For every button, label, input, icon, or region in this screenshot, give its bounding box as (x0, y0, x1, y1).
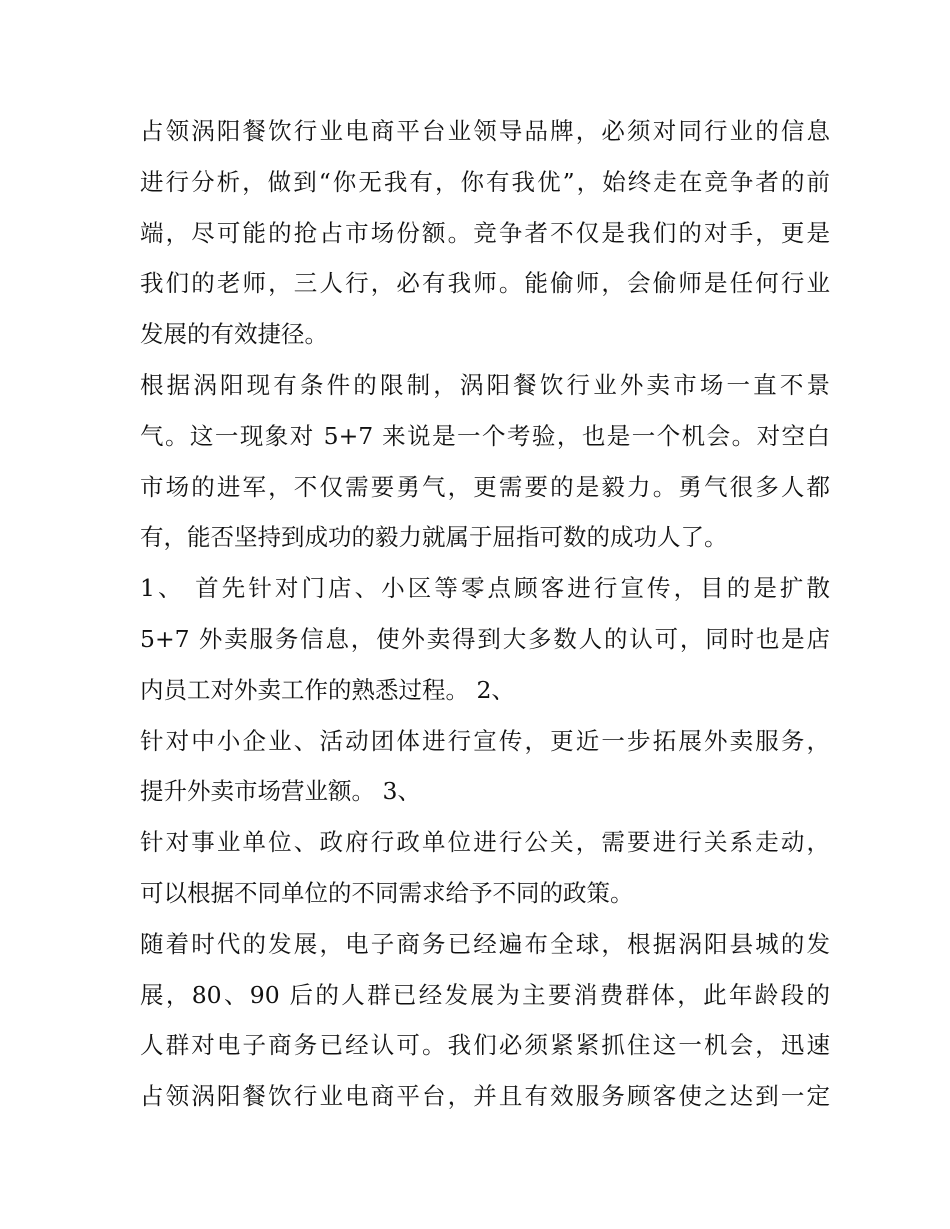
text-line: 人群对电子商务已经认可。我们必须紧紧抓住这一机会，迅速 (140, 1031, 830, 1060)
text-line: 我们的老师，三人行，必有我师。能偷师，会偷师是任何行业 (140, 269, 830, 298)
text-line: 随着时代的发展，电子商务已经遍布全球，根据涡阳县城的发 (140, 929, 830, 958)
text-line: 市场的进军，不仅需要勇气，更需要的是毅力。勇气很多人都 (140, 472, 830, 501)
text-line: 进行分析，做到“你无我有，你有我优”，始终走在竞争者的前 (140, 167, 830, 196)
text-line: 1、 首先针对门店、小区等零点顾客进行宣传，目的是扩散 (140, 574, 830, 603)
text-line: 有，能否坚持到成功的毅力就属于屈指可数的成功人了。 (140, 523, 728, 552)
text-line: 发展的有效捷径。 (140, 320, 328, 349)
text-line: 针对事业单位、政府行政单位进行公关，需要进行关系走动， (140, 828, 830, 857)
text-line: 可以根据不同单位的不同需求给予不同的政策。 (140, 878, 634, 907)
text-line: 气。这一现象对 5+7 来说是一个考验，也是一个机会。对空白 (140, 421, 830, 450)
text-line: 提升外卖市场营业额。 3、 (140, 777, 421, 806)
text-line: 内员工对外卖工作的熟悉过程。 2、 (140, 675, 515, 704)
text-line: 展，80、90 后的人群已经发展为主要消费群体，此年龄段的 (140, 980, 830, 1009)
body-text (140, 106, 830, 1122)
text-line: 占领涡阳餐饮行业电商平台，并且有效服务顾客使之达到一定 (140, 1082, 830, 1111)
text-line: 端，尽可能的抢占市场份额。竞争者不仅是我们的对手，更是 (140, 218, 830, 247)
text-line: 根据涡阳现有条件的限制，涡阳餐饮行业外卖市场一直不景 (140, 370, 830, 399)
text-line: 占领涡阳餐饮行业电商平台业领导品牌，必须对同行业的信息 (140, 117, 830, 145)
text-line: 针对中小企业、活动团体进行宣传，更近一步拓展外卖服务， (140, 726, 830, 755)
text-line: 5+7 外卖服务信息，使外卖得到大多数人的认可，同时也是店 (140, 624, 830, 653)
